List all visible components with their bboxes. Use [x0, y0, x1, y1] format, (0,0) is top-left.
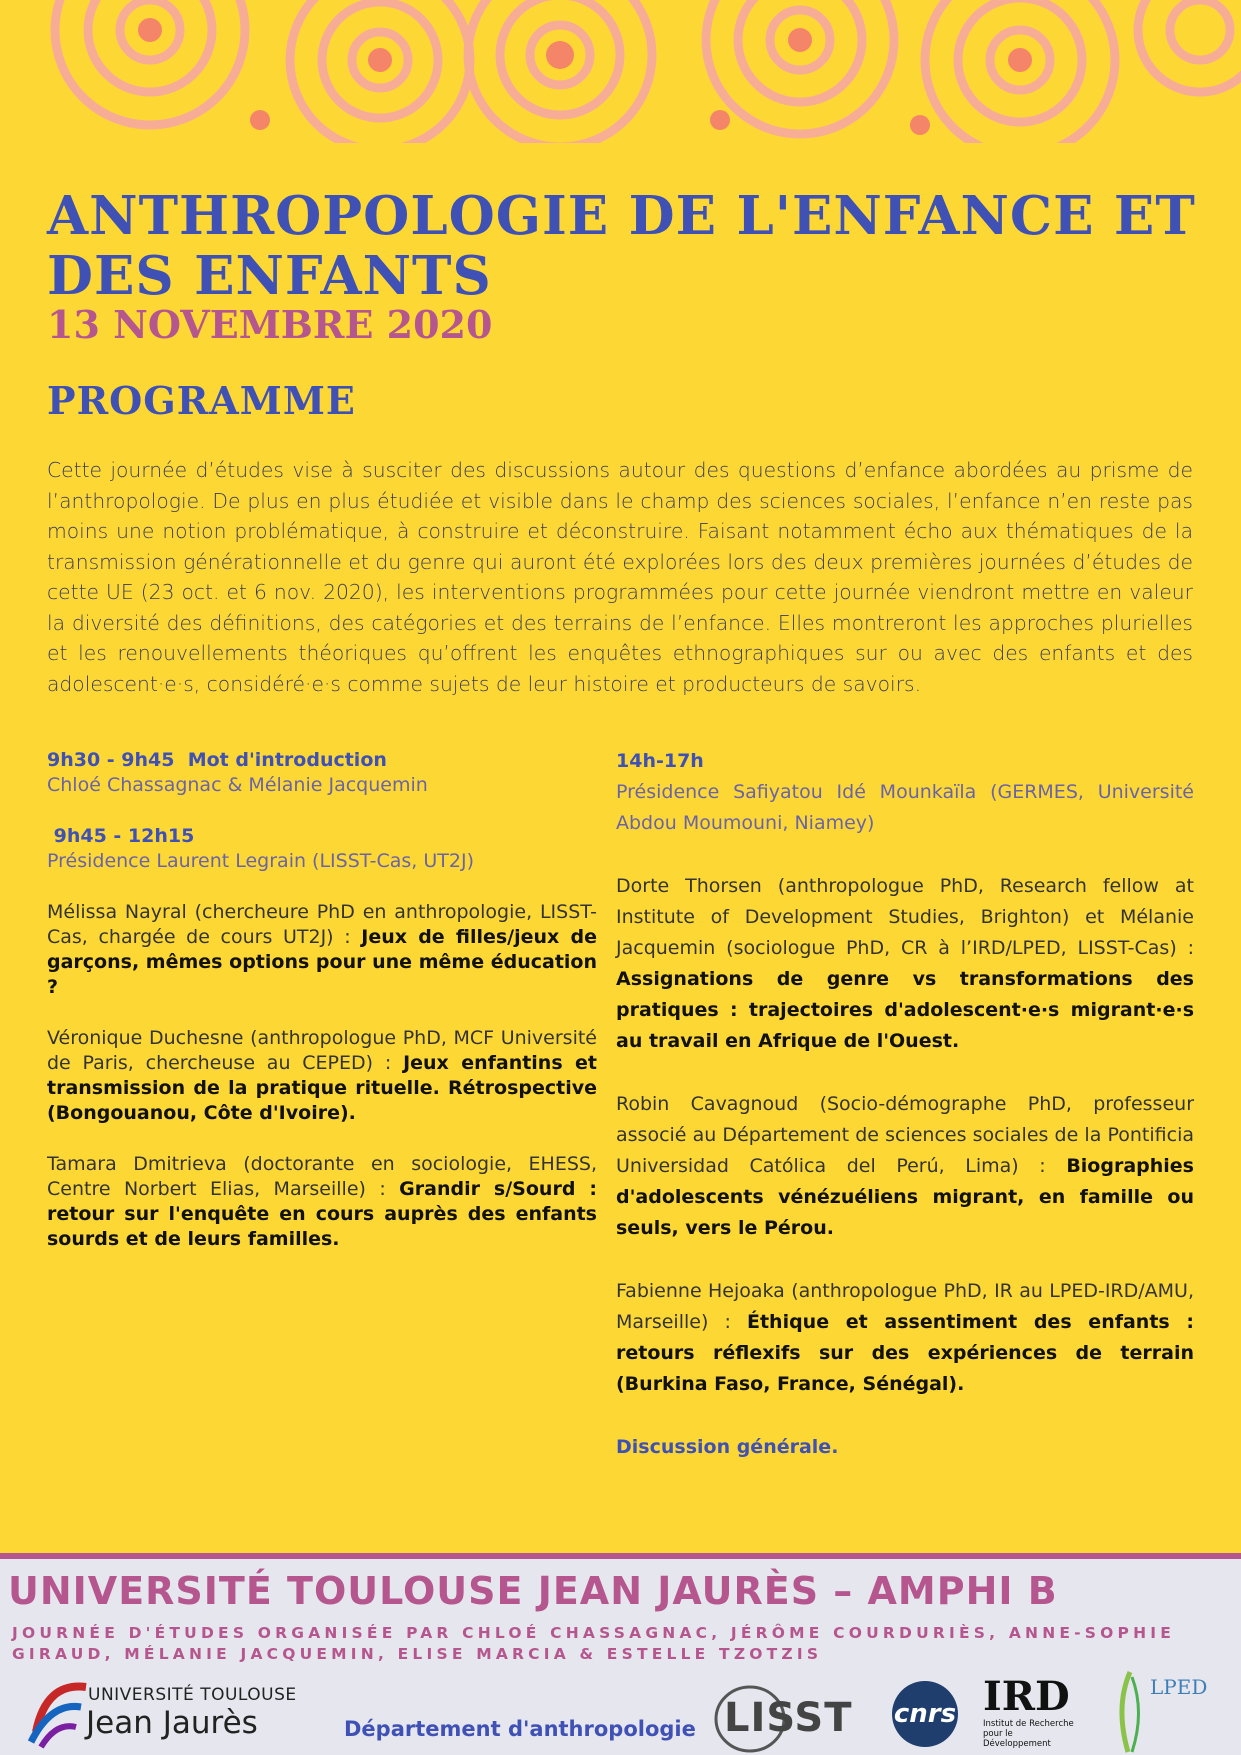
- ut2j-logo: [26, 1667, 326, 1755]
- department-label: Département d'anthropologie: [344, 1717, 696, 1741]
- ut2j-bottom-text: Jean Jaurès: [86, 1705, 258, 1741]
- discussion-label: Discussion générale.: [616, 1436, 839, 1458]
- lisst-text: LISST: [724, 1695, 853, 1741]
- programme-heading: PROGRAMME: [47, 378, 356, 423]
- talk-speaker: Tamara Dmitrieva (doctorante en sociologie, EHESS, Centre Norbert Elias, Marseille) :: [47, 1153, 597, 1200]
- page-title-line1: ANTHROPOLOGIE DE L'ENFANCE ET: [47, 185, 1196, 247]
- talk-speaker: Dorte Thorsen (anthropologue PhD, Research fellow at Institute of Development Studies, Brighton) et Mélanie Jacquemin (sociologue PhD, CR à l’IRD/LPED, LISST-Cas) :: [616, 875, 1194, 959]
- talk-item: [616, 871, 1194, 1057]
- ird-text: IRD: [983, 1673, 1070, 1720]
- session-time: 14h-17h: [616, 750, 704, 772]
- session-time: 9h30 - 9h45 Mot d'introduction: [47, 749, 387, 771]
- talk-item: [47, 900, 597, 1000]
- session-time: 9h45 - 12h15: [47, 825, 195, 847]
- ird-subtitle: Institut de Recherche pour le Développement: [983, 1719, 1074, 1749]
- title-block: [47, 186, 1197, 348]
- session-chair: Présidence Laurent Legrain (LISST-Cas, UT2J): [47, 850, 474, 872]
- talk-speaker: Robin Cavagnoud (Socio-démographe PhD, professeur associé au Département de sciences sociales de la Pontificia Universidad Católica del Perú, Lima) :: [616, 1093, 1194, 1177]
- morning-column: [47, 748, 597, 1278]
- ird-logo: [983, 1675, 1083, 1755]
- talk-speaker: Mélissa Nayral (chercheure PhD en anthropologie, LISST-Cas, chargée de cours UT2J) :: [47, 901, 597, 948]
- decorative-banner: [0, 0, 1241, 143]
- afternoon-session: [616, 746, 1194, 839]
- talk-speaker: Fabienne Hejoaka (anthropologue PhD, IR au LPED-IRD/AMU, Marseille) :: [616, 1280, 1194, 1333]
- afternoon-column: [616, 746, 1194, 1463]
- ut2j-top-text: UNIVERSITÉ TOULOUSE: [88, 1685, 297, 1705]
- event-date: 13 NOVEMBRE 2020: [47, 302, 493, 347]
- talk-title: Biographies d'adolescents vénézuéliens migrant, en famille ou seuls, vers le Pérou.: [616, 1155, 1194, 1239]
- organizers-text: JOURNÉE D'ÉTUDES ORGANISÉE PAR CHLOÉ CHASSAGNAC, JÉRÔME COURDURIÈS, ANNE-SOPHIE GIRAUD, MÉLANIE JACQUEMIN, ELISE MARCIA & ESTELLE TZOTZIS: [12, 1624, 1176, 1663]
- intro-paragraph: Cette journée d’études vise à susciter des discussions autour des questions d’enfance abordées au prisme de l’anthropologie. De plus en plus étudiée et visible dans le champ des sciences sociales, l’enfance n’en reste pas moins une notion problématique, à construire et déconstruire. Faisant notamment écho aux thématiques de la transmission générationnelle et du genre qui auront été explorées lors des deux premières journées d’études de cette UE (23 oct. et 6 nov. 2020), les interventions programmées pour cette journée viendront mettre en valeur la diversité des définitions, des catégories et des terrains de l’enfance. Elles montreront les approches plurielles et les renouvellements théoriques qu’offrent les enquêtes ethnographiques sur ou avec des enfants et des adolescent·e·s, considéré·e·s comme sujets de leur histoire et producteurs de savoirs.: [47, 458, 1193, 696]
- cnrs-logo: cnrs: [892, 1681, 958, 1747]
- intro-session: [47, 748, 597, 798]
- talk-item: [616, 1089, 1194, 1244]
- venue-title: UNIVERSITÉ TOULOUSE JEAN JAURÈS – AMPHI B: [8, 1569, 1058, 1613]
- talk-speaker: Véronique Duchesne (anthropologue PhD, MCF Université de Paris, chercheuse au CEPED) :: [47, 1027, 597, 1074]
- session-people: Chloé Chassagnac & Mélanie Jacquemin: [47, 774, 428, 796]
- lped-logo: [1110, 1667, 1220, 1755]
- talk-item: [47, 1026, 597, 1126]
- lped-leaf-icon: [1110, 1667, 1150, 1755]
- morning-session: [47, 824, 597, 874]
- lped-text: LPED: [1150, 1675, 1208, 1699]
- talk-title: Assignations de genre vs transformations des pratiques : trajectoires d'adolescent·e·s migrant·e·s au travail en Afrique de l'Ouest.: [616, 968, 1194, 1052]
- talk-title: Éthique et assentiment des enfants : retours réflexifs sur des expériences de terrain (Burkina Faso, France, Sénégal).: [616, 1311, 1194, 1395]
- talk-title: Grandir s/Sourd : retour sur l'enquête en cours auprès des enfants sourds et de leurs familles.: [47, 1178, 597, 1250]
- logo-row: [0, 1667, 1241, 1755]
- lisst-logo: [710, 1677, 870, 1755]
- page-title-line2: DES ENFANTS: [47, 245, 492, 307]
- talk-item: [616, 1276, 1194, 1400]
- talk-title: Jeux enfantins et transmission de la pratique rituelle. Rétrospective (Bongouanou, Côte d'Ivoire).: [47, 1052, 597, 1124]
- talk-title: Jeux de filles/jeux de garçons, mêmes options pour une même éducation ?: [47, 926, 597, 998]
- session-chair: Présidence Safiyatou Idé Mounkaïla (GERMES, Université Abdou Moumouni, Niamey): [616, 781, 1194, 834]
- talk-item: [47, 1152, 597, 1252]
- footer: [0, 1553, 1241, 1755]
